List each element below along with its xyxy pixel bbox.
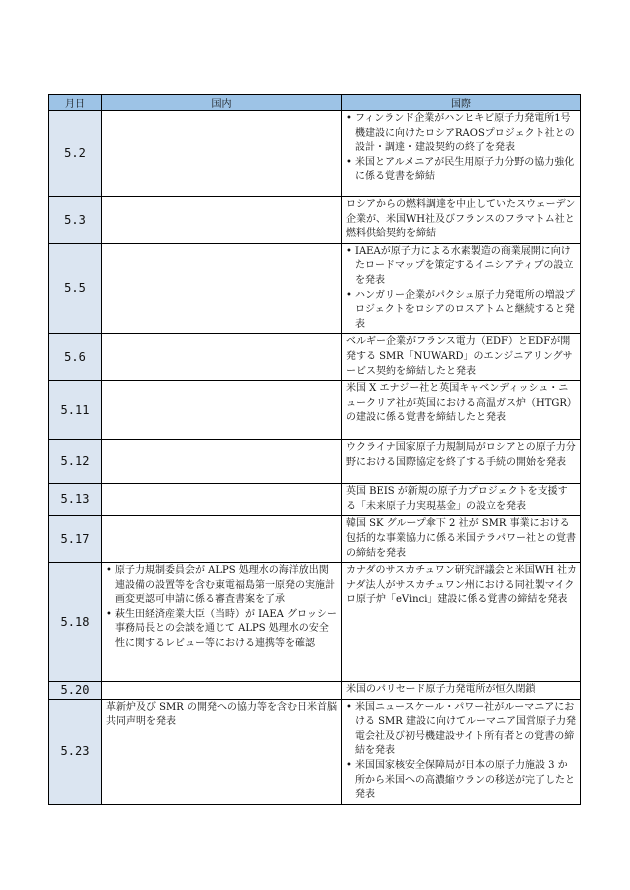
- table-header-row: [49, 95, 581, 111]
- news-table: [48, 94, 581, 805]
- domestic-cell: [102, 440, 342, 484]
- list-item: • 原子力規制委員会が ALPS 処理水の海洋放出関連設備の設置等を含む東電福島第一原発の実施計画変更認可申請に係る審査書案を了承: [106, 564, 338, 608]
- domestic-cell: [102, 484, 342, 516]
- table-row: [49, 484, 581, 516]
- date-cell: 5.6: [49, 334, 102, 381]
- international-cell: 米国 X エナジー社と英国キャベンディッシュ・ニュークリア社が英国における高温ガス炉（HTGR）の建設に係る覚書を締結したと発表: [342, 381, 581, 440]
- international-cell: [342, 243, 581, 334]
- header-international: 国際: [342, 95, 581, 111]
- header-date: 月日: [49, 95, 102, 111]
- international-cell: 英国 BEIS が新規の原子力プロジェクトを支援する「未来原子力実現基金」の設立を発表: [342, 484, 581, 516]
- date-cell: 5.18: [49, 563, 102, 682]
- domestic-cell: [102, 111, 342, 197]
- international-cell: [342, 111, 581, 197]
- table-row: [49, 197, 581, 244]
- domestic-cell: [102, 334, 342, 381]
- list-item: • 米国とアルメニアが民生用原子力分野の協力強化に係る覚書を締結: [346, 156, 577, 185]
- list-item: • ハンガリー企業がパクシュ原子力発電所の増設プロジェクトをロシアのロスアトムと継続すると発表: [346, 289, 577, 333]
- header-domestic: 国内: [102, 95, 342, 111]
- date-cell: 5.12: [49, 440, 102, 484]
- date-cell: 5.11: [49, 381, 102, 440]
- international-cell: [342, 699, 581, 804]
- date-cell: 5.5: [49, 243, 102, 334]
- list-item: • 萩生田経済産業大臣（当時）が IAEA グロッシー事務局長との会談を通じて ALPS 処理水の安全性に関するレビュー等における連携等を確認: [106, 608, 338, 652]
- domestic-cell: 革新炉及び SMR の開発への協力等を含む日米首脳共同声明を発表: [102, 699, 342, 804]
- table-row: [49, 381, 581, 440]
- international-cell: ウクライナ国家原子力規制局がロシアとの原子力分野における国際協定を終了する手続の開始を発表: [342, 440, 581, 484]
- international-cell: ロシアからの燃料調達を中止していたスウェーデン企業が、米国WH社及びフランスのフラマトム社と燃料供給契約を締結: [342, 197, 581, 244]
- date-cell: 5.23: [49, 699, 102, 804]
- list-item: • フィンランド企業がハンヒキビ原子力発電所1号機建設に向けたロシアRAOSプロジェクト社との設計・調達・建設契約の終了を発表: [346, 112, 577, 156]
- domestic-cell: [102, 516, 342, 563]
- domestic-cell: [102, 243, 342, 334]
- date-cell: 5.20: [49, 682, 102, 700]
- table-row: [49, 440, 581, 484]
- table-row: [49, 334, 581, 381]
- table-row: [49, 516, 581, 563]
- table-row: [49, 682, 581, 700]
- table-row: [49, 243, 581, 334]
- list-item: • 米国ニュースケール・パワー社がルーマニアにおける SMR 建設に向けてルーマニア国営原子力発電会社及び初号機建設サイト所有者との覚書の締結を発表: [346, 701, 577, 759]
- international-cell: 韓国 SK グループ傘下 2 社が SMR 事業における包括的な事業協力に係る米国テラパワー社との覚書の締結を発表: [342, 516, 581, 563]
- date-cell: 5.13: [49, 484, 102, 516]
- date-cell: 5.2: [49, 111, 102, 197]
- international-cell: ベルギー企業がフランス電力（EDF）とEDFが開発する SMR「NUWARD」のエンジニアリングサービス契約を締結したと発表: [342, 334, 581, 381]
- international-cell: カナダのサスカチュワン研究評議会と米国WH 社カナダ法人がサスカチュワン州における同社製マイクロ原子炉「eVinci」建設に係る覚書の締結を発表: [342, 563, 581, 682]
- date-cell: 5.3: [49, 197, 102, 244]
- list-item: • 米国国家核安全保障局が日本の原子力施設 3 か所から米国への高濃縮ウランの移送が完了したと発表: [346, 759, 577, 803]
- domestic-cell: [102, 197, 342, 244]
- domestic-cell: [102, 682, 342, 700]
- table-row: [49, 563, 581, 682]
- list-item: • IAEAが原子力による水素製造の商業展開に向けたロードマップを策定するイニシアティブの設立を発表: [346, 245, 577, 289]
- date-cell: 5.17: [49, 516, 102, 563]
- table-row: [49, 699, 581, 804]
- table-row: [49, 111, 581, 197]
- domestic-cell: [102, 381, 342, 440]
- domestic-cell: [102, 563, 342, 682]
- international-cell: 米国のパリセード原子力発電所が恒久閉鎖: [342, 682, 581, 700]
